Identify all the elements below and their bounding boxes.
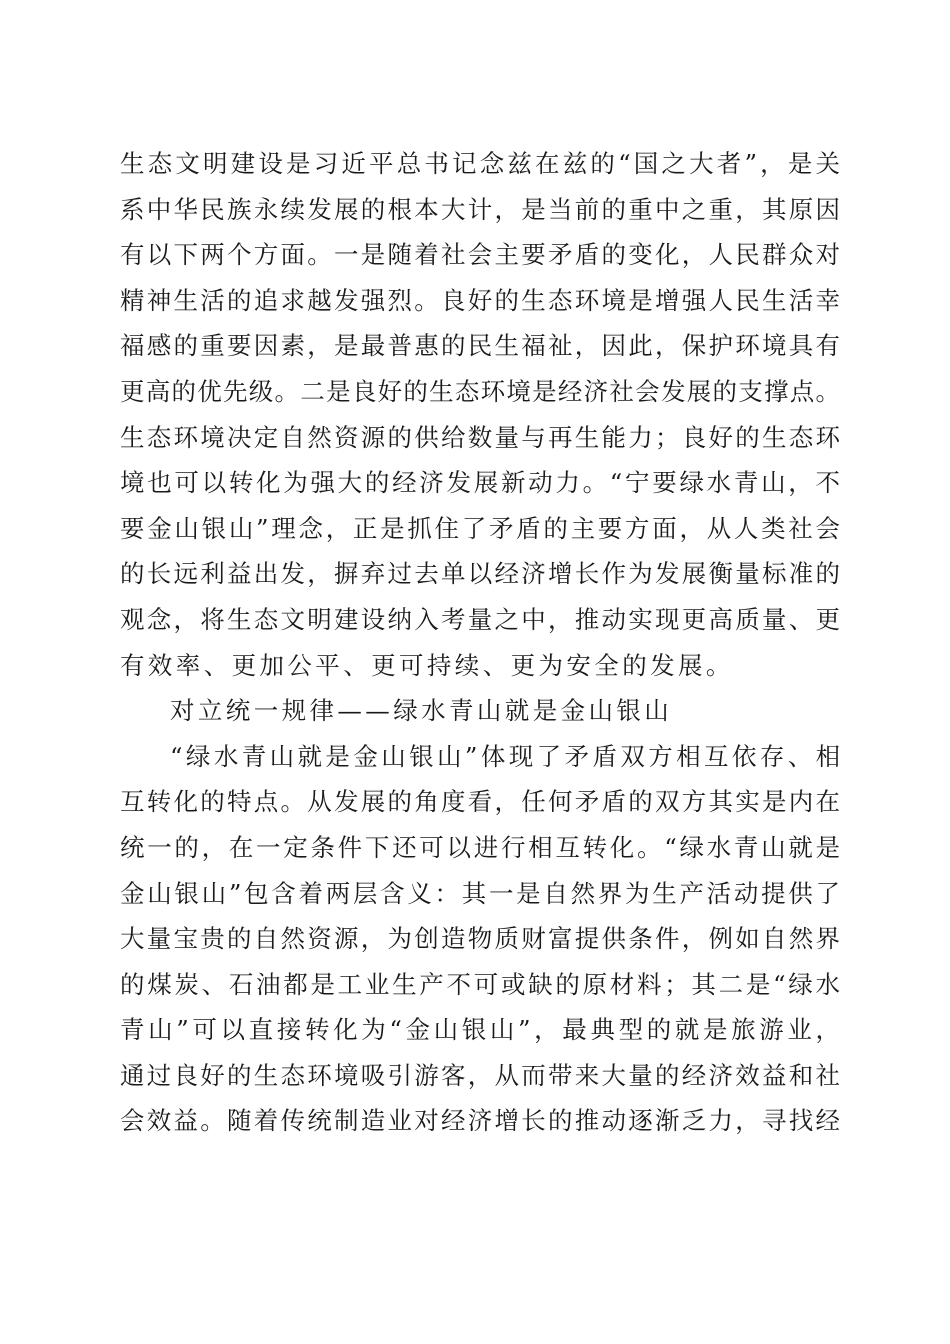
paragraph-line: 生态文明建设是习近平总书记念兹在兹的“国之大者”，是关 [120,149,840,178]
paragraph-line: 金山银山”包含着两层含义：其一是自然界为生产活动提供了 [120,878,840,908]
paragraph-line: 的煤炭、石油都是工业生产不可或缺的原材料；其二是“绿水 [120,969,840,999]
paragraph-line: 通过良好的生态环境吸引游客，从而带来大量的经济效益和社 [120,1060,840,1090]
paragraph-line: 系中华民族永续发展的根本大计，是当前的重中之重，其原因 [120,194,840,224]
paragraph-line: 统一的，在一定条件下还可以进行相互转化。“绿水青山就是 [120,832,840,862]
paragraph-line-last: 有效率、更加公平、更可持续、更为安全的发展。 [120,650,734,680]
paragraph-line: 会效益。随着传统制造业对经济增长的推动逐渐乏力，寻找经 [120,1106,840,1136]
paragraph-line: 要金山银山”理念，正是抓住了矛盾的主要方面，从人类社会 [120,513,840,543]
paragraph-line: 福感的重要因素，是最普惠的民生福祉，因此，保护环境具有 [120,331,840,361]
section-heading: 对立统一规律——绿水青山就是金山银山 [170,696,673,726]
paragraph-line: 更高的优先级。二是良好的生态环境是经济社会发展的支撑点。 [120,376,840,406]
paragraph-line: 有以下两个方面。一是随着社会主要矛盾的变化，人民群众对 [120,240,840,270]
paragraph-line: 观念，将生态文明建设纳入考量之中，推动实现更高质量、更 [120,604,840,634]
paragraph-line: 精神生活的追求越发强烈。良好的生态环境是增强人民生活幸 [120,285,840,315]
paragraph-line: 生态环境决定自然资源的供给数量与再生能力；良好的生态环 [120,422,840,452]
paragraph-first-line: “绿水青山就是金山银山”体现了矛盾双方相互依存、相 [170,741,844,771]
body-text [120,141,844,1144]
paragraph-line: 境也可以转化为强大的经济发展新动力。“宁要绿水青山，不 [120,468,840,498]
paragraph-line: 大量宝贵的自然资源，为创造物质财富提供条件，例如自然界 [120,924,840,954]
paragraph-line: 的长远利益出发，摒弃过去单以经济增长作为发展衡量标准的 [120,559,840,589]
paragraph-line: 青山”可以直接转化为“金山银山”，最典型的就是旅游业， [120,1015,840,1045]
paragraph-line: 互转化的特点。从发展的角度看，任何矛盾的双方其实是内在 [120,787,840,817]
